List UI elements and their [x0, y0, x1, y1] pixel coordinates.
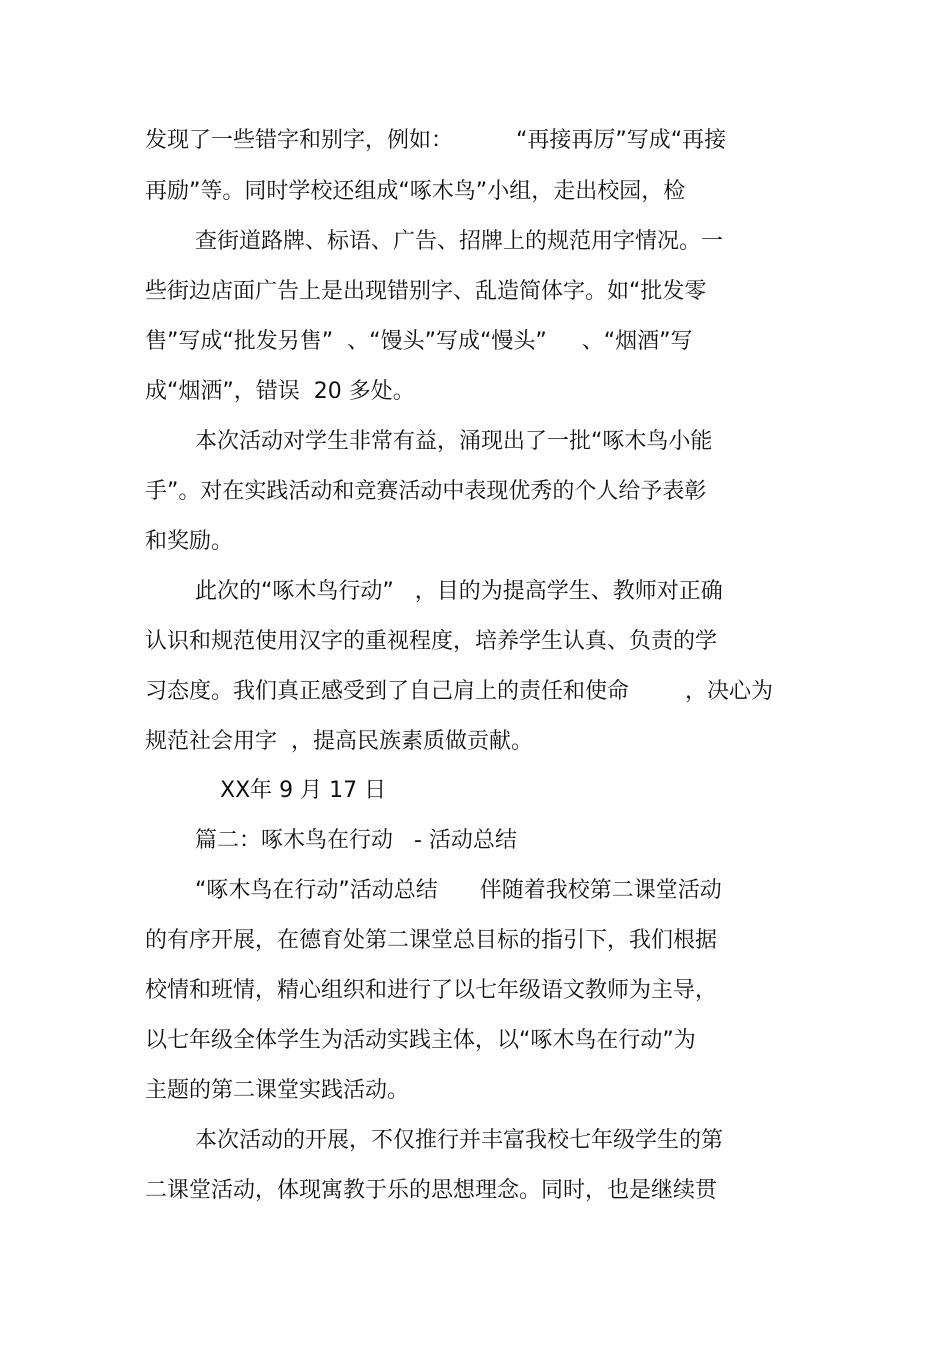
text-line: 发现了一些错字和别字，例如： “再接再厉”写成“再接 [145, 128, 727, 153]
text-line: 售”写成“批发另售” 、“馒头”写成“慢头” 、“烟酒”写 [145, 329, 693, 354]
date-line: XX年 9 月 17 日 [220, 778, 387, 803]
text-line: 成“烟洒”，错误 20 多处。 [145, 379, 415, 404]
text-line: 手”。对在实践活动和竞赛活动中表现优秀的个人给予表彰 [145, 479, 707, 504]
text-line: 和奖励。 [145, 529, 234, 554]
section-heading: 篇二：啄木鸟在行动 - 活动总结 [195, 828, 517, 853]
text-line: 查街道路牌、标语、广告、招牌上的规范用字情况。一 [195, 229, 724, 254]
text-line: 些街边店面广告上是出现错别字、乱造简体字。如“批发零 [145, 279, 707, 304]
text-line: 再励”等。同时学校还组成“啄木鸟”小组，走出校园，检 [145, 179, 686, 204]
text-line: 主题的第二课堂实践活动。 [145, 1078, 410, 1103]
text-line: 此次的“啄木鸟行动” ，目的为提高学生、教师对正确 [195, 579, 723, 604]
text-line: 本次活动对学生非常有益，涌现出了一批“啄木鸟小能 [195, 429, 713, 454]
text-line: 习态度。我们真正感受到了自己肩上的责任和使命 ，决心为 [145, 679, 773, 704]
text-line: 校情和班情，精心组织和进行了以七年级语文教师为主导， [145, 978, 718, 1003]
text-line: 规范社会用字 ，提高民族素质做贡献。 [145, 729, 533, 754]
text-line: 本次活动的开展，不仅推行并丰富我校七年级学生的第 [195, 1128, 724, 1153]
text-line: 的有序开展，在德育处第二课堂总目标的指引下，我们根据 [145, 928, 718, 953]
text-line: 以七年级全体学生为活动实践主体，以“啄木鸟在行动”为 [145, 1028, 696, 1053]
text-line: 认识和规范使用汉字的重视程度，培养学生认真、负责的学 [145, 629, 718, 654]
text-line: “啄木鸟在行动”活动总结 伴随着我校第二课堂活动 [195, 878, 722, 903]
text-line: 二课堂活动，体现寓教于乐的思想理念。同时，也是继续贯 [145, 1178, 718, 1203]
